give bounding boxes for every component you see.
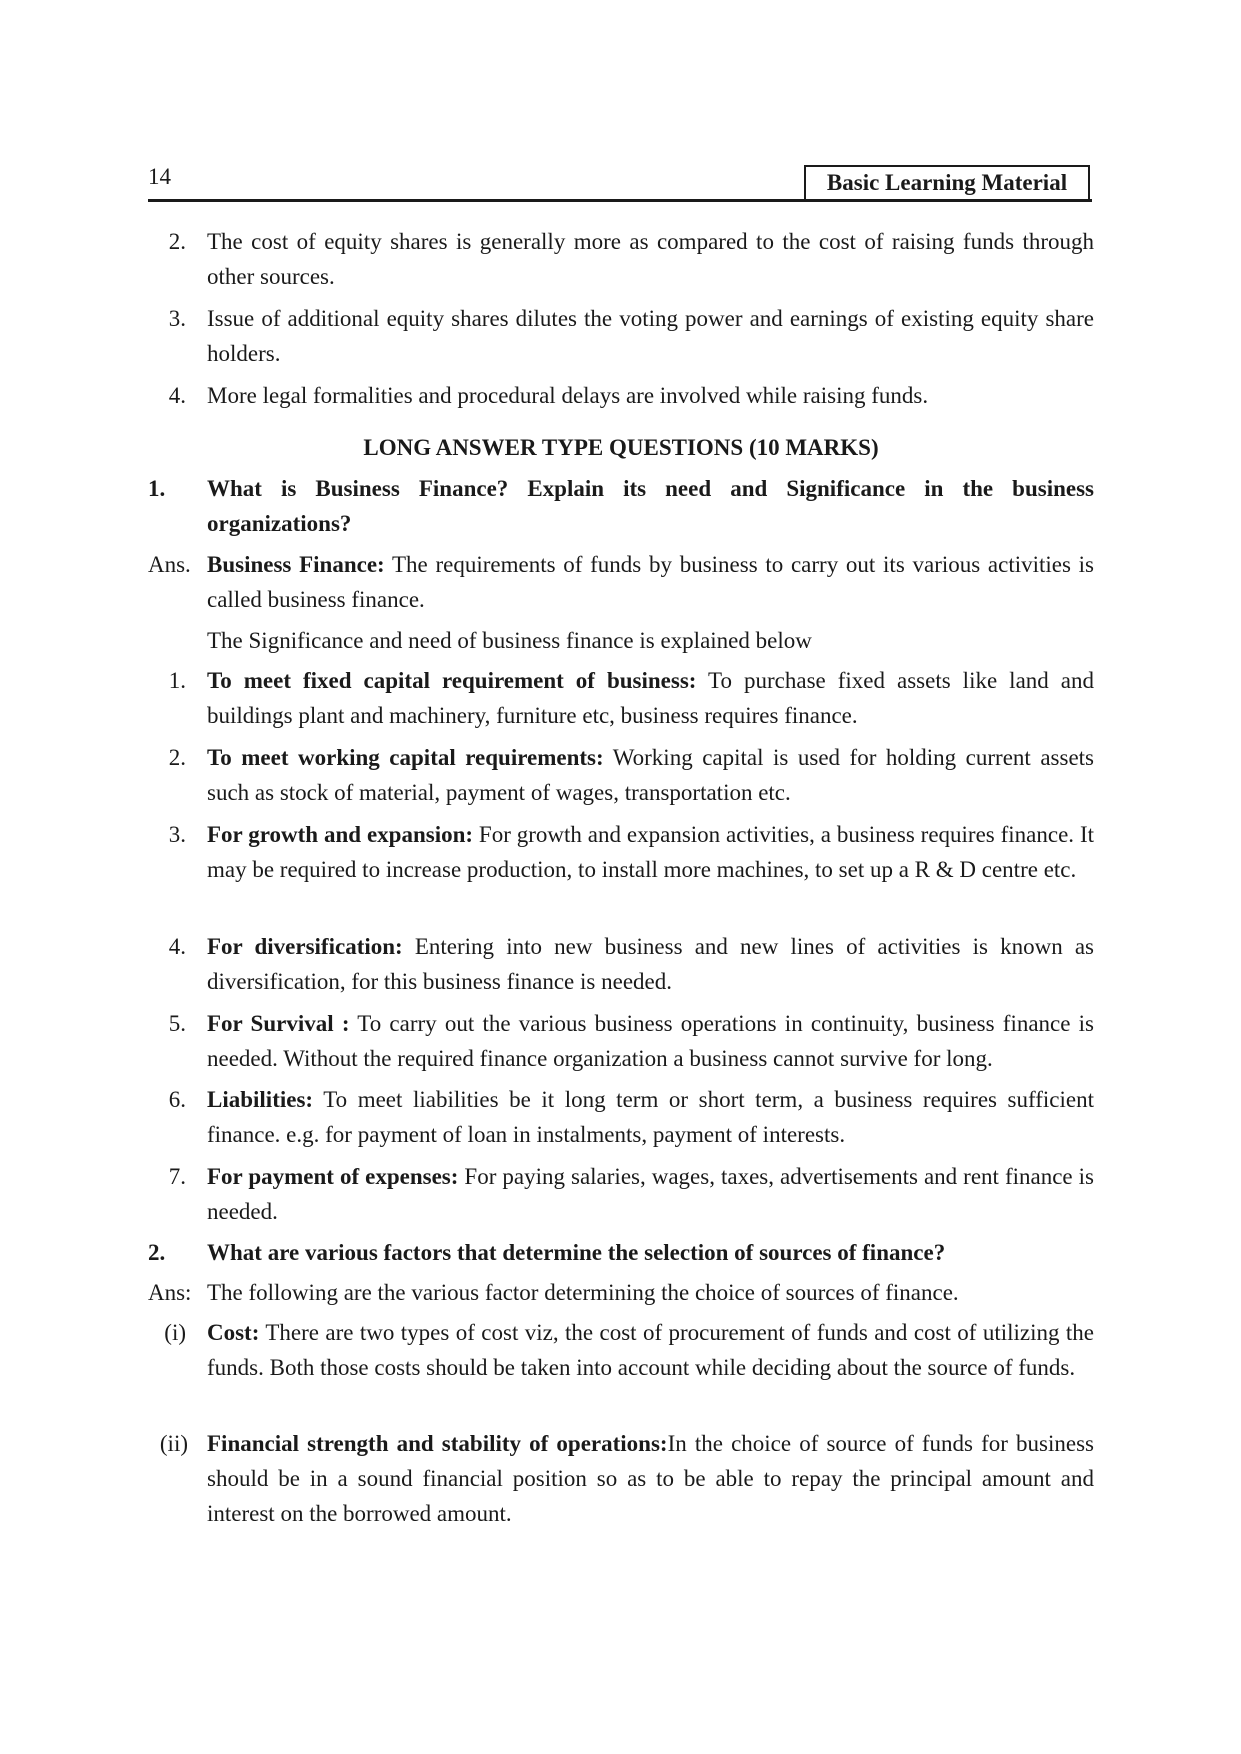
header-rule xyxy=(148,199,1092,202)
point-text: To meet liabilities be it long term or short term, a business requires sufficient finance. e.g. for payment of loan in instalments, payment of interests. xyxy=(207,1087,1094,1147)
point-number: 7. xyxy=(168,1164,186,1189)
factor-title: Financial strength and stability of operations: xyxy=(207,1431,668,1456)
point-number: 2. xyxy=(168,745,186,770)
point-number: 4. xyxy=(168,934,186,959)
answer-intro xyxy=(148,623,1094,658)
factor-title: Cost: xyxy=(207,1320,260,1345)
question-number: 2. xyxy=(148,1240,166,1265)
answer-term: Business Finance: xyxy=(207,552,385,577)
question-text: What is Business Finance? Explain its need and Significance in the business organizations? xyxy=(207,476,1094,536)
list-text: More legal formalities and procedural delays are involved while raising funds. xyxy=(207,383,929,408)
point-title: For payment of expenses: xyxy=(207,1164,459,1189)
question-2 xyxy=(148,1235,1094,1270)
point-item xyxy=(148,663,1094,733)
point-item xyxy=(148,817,1094,887)
point-item xyxy=(148,1006,1094,1076)
point-text: Working capital is used for holding current assets such as stock of material, payment of wages, transportation etc. xyxy=(207,745,1094,805)
point-title: To meet fixed capital requirement of business: xyxy=(207,668,697,693)
list-item xyxy=(148,378,1094,413)
answer-label: Ans. xyxy=(148,552,191,577)
point-item xyxy=(148,929,1094,999)
list-number: 2. xyxy=(168,229,186,254)
point-number: 5. xyxy=(168,1011,186,1036)
question-number: 1. xyxy=(148,476,166,501)
factor-number: (ii) xyxy=(159,1431,188,1456)
point-title: To meet working capital requirements: xyxy=(207,745,604,770)
list-number: 3. xyxy=(168,306,186,331)
point-text: For growth and expansion activities, a business requires finance. It may be required to increase production, to install more machines, to set up a R & D centre etc. xyxy=(207,822,1094,882)
point-title: For Survival : xyxy=(207,1011,350,1036)
point-item xyxy=(148,740,1094,810)
section-heading: LONG ANSWER TYPE QUESTIONS (10 MARKS) xyxy=(363,435,879,460)
point-item xyxy=(148,1082,1094,1152)
running-header-title: Basic Learning Material xyxy=(804,165,1090,201)
list-text: Issue of additional equity shares dilutes the voting power and earnings of existing equity share holders. xyxy=(207,306,1094,366)
point-number: 1. xyxy=(168,668,186,693)
point-title: For growth and expansion: xyxy=(207,822,474,847)
list-item xyxy=(148,224,1094,294)
answer-label: Ans: xyxy=(148,1280,192,1305)
point-number: 3. xyxy=(168,822,186,847)
question-1 xyxy=(148,471,1094,541)
list-item xyxy=(148,301,1094,371)
answer-text: The following are the various factor determining the choice of sources of finance. xyxy=(207,1280,959,1305)
factor-text: In the choice of source of funds for business should be in a sound financial position so as to be able to repay the principal amount and interest on the borrowed amount. xyxy=(207,1431,1094,1526)
list-number: 4. xyxy=(168,383,186,408)
point-item xyxy=(148,1159,1094,1229)
list-text: The cost of equity shares is generally more as compared to the cost of raising funds through other sources. xyxy=(207,229,1094,289)
factor-number: (i) xyxy=(164,1320,186,1345)
point-text: For paying salaries, wages, taxes, advertisements and rent finance is needed. xyxy=(207,1164,1094,1224)
answer-intro-text: The Significance and need of business finance is explained below xyxy=(207,628,812,653)
question-text: What are various factors that determine the selection of sources of finance? xyxy=(207,1240,946,1265)
point-title: For diversification: xyxy=(207,934,403,959)
page-number: 14 xyxy=(148,164,171,189)
answer-2 xyxy=(148,1275,1094,1310)
point-number: 6. xyxy=(168,1087,186,1112)
point-text: Entering into new business and new lines of activities is known as diversification, for this business finance is needed. xyxy=(207,934,1095,994)
point-title: Liabilities: xyxy=(207,1087,314,1112)
factor-item xyxy=(148,1315,1094,1385)
factor-text: There are two types of cost viz, the cost of procurement of funds and cost of utilizing the funds. Both those costs should be taken into account while deciding about the source of funds. xyxy=(207,1320,1094,1380)
answer-1 xyxy=(148,547,1094,617)
answer-text xyxy=(207,547,1094,617)
answer-definition: The requirements of funds by business to carry out its various activities is called business finance. xyxy=(207,552,1094,612)
factor-item xyxy=(148,1426,1094,1531)
point-text: To carry out the various business operations in continuity, business finance is needed. Without the required finance organization a business cannot survive for long. xyxy=(207,1011,1094,1071)
point-text: To purchase fixed assets like land and buildings plant and machinery, furniture etc, business requires finance. xyxy=(207,668,1094,728)
